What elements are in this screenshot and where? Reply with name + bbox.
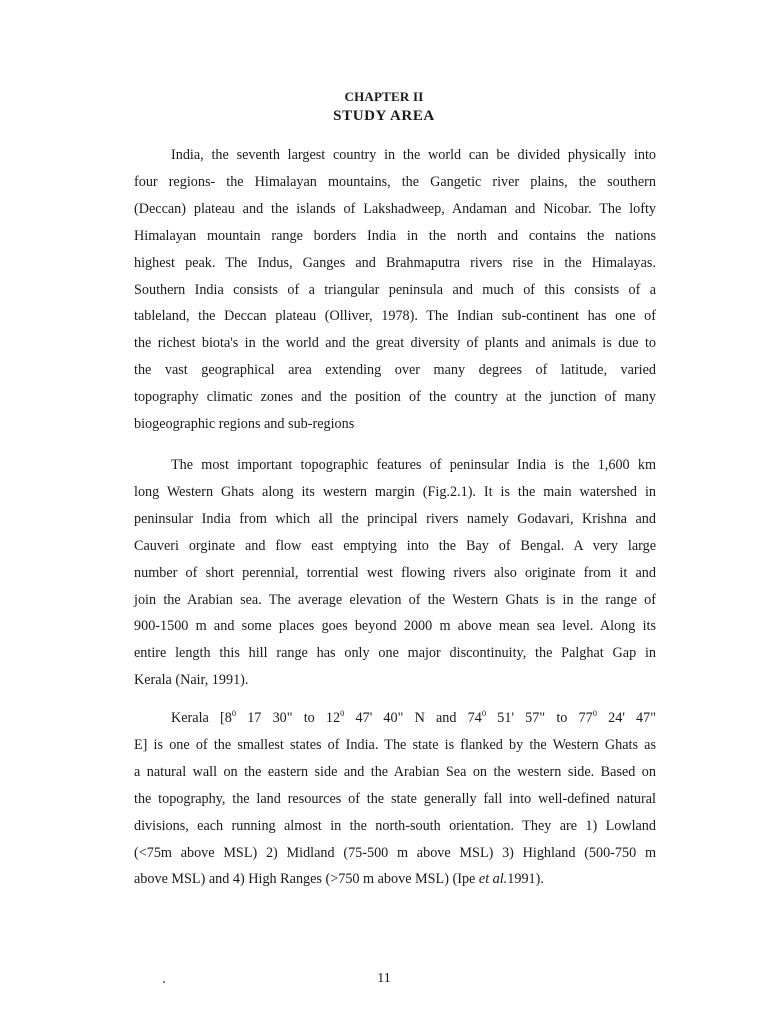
chapter-label: CHAPTER II	[344, 89, 424, 104]
page-number: 11	[377, 971, 391, 986]
text-line: highest peak. The Indus, Ganges and Brahmaputra rivers rise in the Himalayas.	[134, 254, 656, 271]
citation-italic: et al.	[478, 871, 508, 888]
coord-text: 24' 47"	[596, 710, 657, 726]
text-line: India, the seventh largest country in the world can be divided physically into	[171, 147, 656, 163]
text-line: long Western Ghats along its western margin (Fig.2.1). It is the main watershed in	[134, 483, 656, 500]
text-segment: above MSL) and 4) High Ranges (>750 m above MSL) (Ipe	[134, 871, 479, 888]
text-line: divisions, each running almost in the north-south orientation. They are 1) Lowland	[134, 817, 656, 834]
coordinates-line	[134, 705, 656, 732]
text-line: join the Arabian sea. The average elevation of the Western Ghats is in the range of	[134, 591, 656, 608]
coord-text: 47' 40" N and 74	[344, 710, 482, 726]
text-line: Cauveri orginate and flow east emptying into the Bay of Bengal. A very large	[134, 537, 656, 554]
degree-mark: 0	[231, 708, 237, 718]
text-line: biogeographic regions and sub-regions	[134, 416, 355, 433]
text-segment: 1991).	[507, 871, 544, 888]
citation-line	[134, 866, 656, 893]
text-line: the topography, the land resources of the state generally fall into well-defined natural	[134, 790, 656, 807]
text-line: a natural wall on the eastern side and the Arabian Sea on the western side. Based on	[134, 763, 656, 780]
text-line: E] is one of the smallest states of India. The state is flanked by the Western Ghats as	[134, 736, 656, 753]
coord-text: 51' 57" to 77	[486, 710, 593, 726]
text-line: peninsular India from which all the principal rivers namely Godavari, Krishna and	[134, 510, 656, 527]
degree-mark: 0	[481, 708, 487, 718]
degree-mark: 0	[592, 708, 597, 718]
text-line: entire length this hill range has only one major discontinuity, the Palghat Gap in	[134, 645, 656, 662]
text-line: number of short perennial, torrential west flowing rivers also originate from it and	[134, 564, 656, 581]
text-line: four regions- the Himalayan mountains, the Gangetic river plains, the southern	[134, 173, 656, 190]
text-line: tableland, the Deccan plateau (Olliver, 1978). The Indian sub-continent has one of	[134, 308, 656, 325]
paragraph-2	[134, 452, 656, 694]
text-line: Southern India consists of a triangular peninsula and much of this consists of a	[134, 281, 656, 298]
degree-mark: 0	[340, 708, 345, 718]
text-line: topography climatic zones and the position of the country at the junction of many	[134, 389, 656, 406]
text-line: Himalayan mountain range borders India in the north and contains the nations	[134, 227, 656, 244]
paragraph-3	[134, 705, 656, 893]
text-line: Kerala (Nair, 1991).	[134, 672, 249, 689]
paragraph-1	[134, 142, 656, 438]
text-line: The most important topographic features of peninsular India is the 1,600 km	[171, 457, 656, 473]
coord-text: Kerala [8	[171, 710, 232, 726]
text-line: (<75m above MSL) 2) Midland (75-500 m above MSL) 3) Highland (500-750 m	[134, 844, 656, 861]
text-line: 900-1500 m and some places goes beyond 2000 m above mean sea level. Along its	[134, 618, 656, 635]
text-line: (Deccan) plateau and the islands of Lakshadweep, Andaman and Nicobar. The lofty	[134, 200, 656, 217]
coord-text: 17 30" to 12	[236, 710, 341, 726]
section-title: STUDY AREA	[333, 108, 435, 124]
text-line: the vast geographical area extending over many degrees of latitude, varied	[134, 362, 656, 379]
text-line: the richest biota's in the world and the great diversity of plants and animals is due to	[134, 335, 656, 352]
